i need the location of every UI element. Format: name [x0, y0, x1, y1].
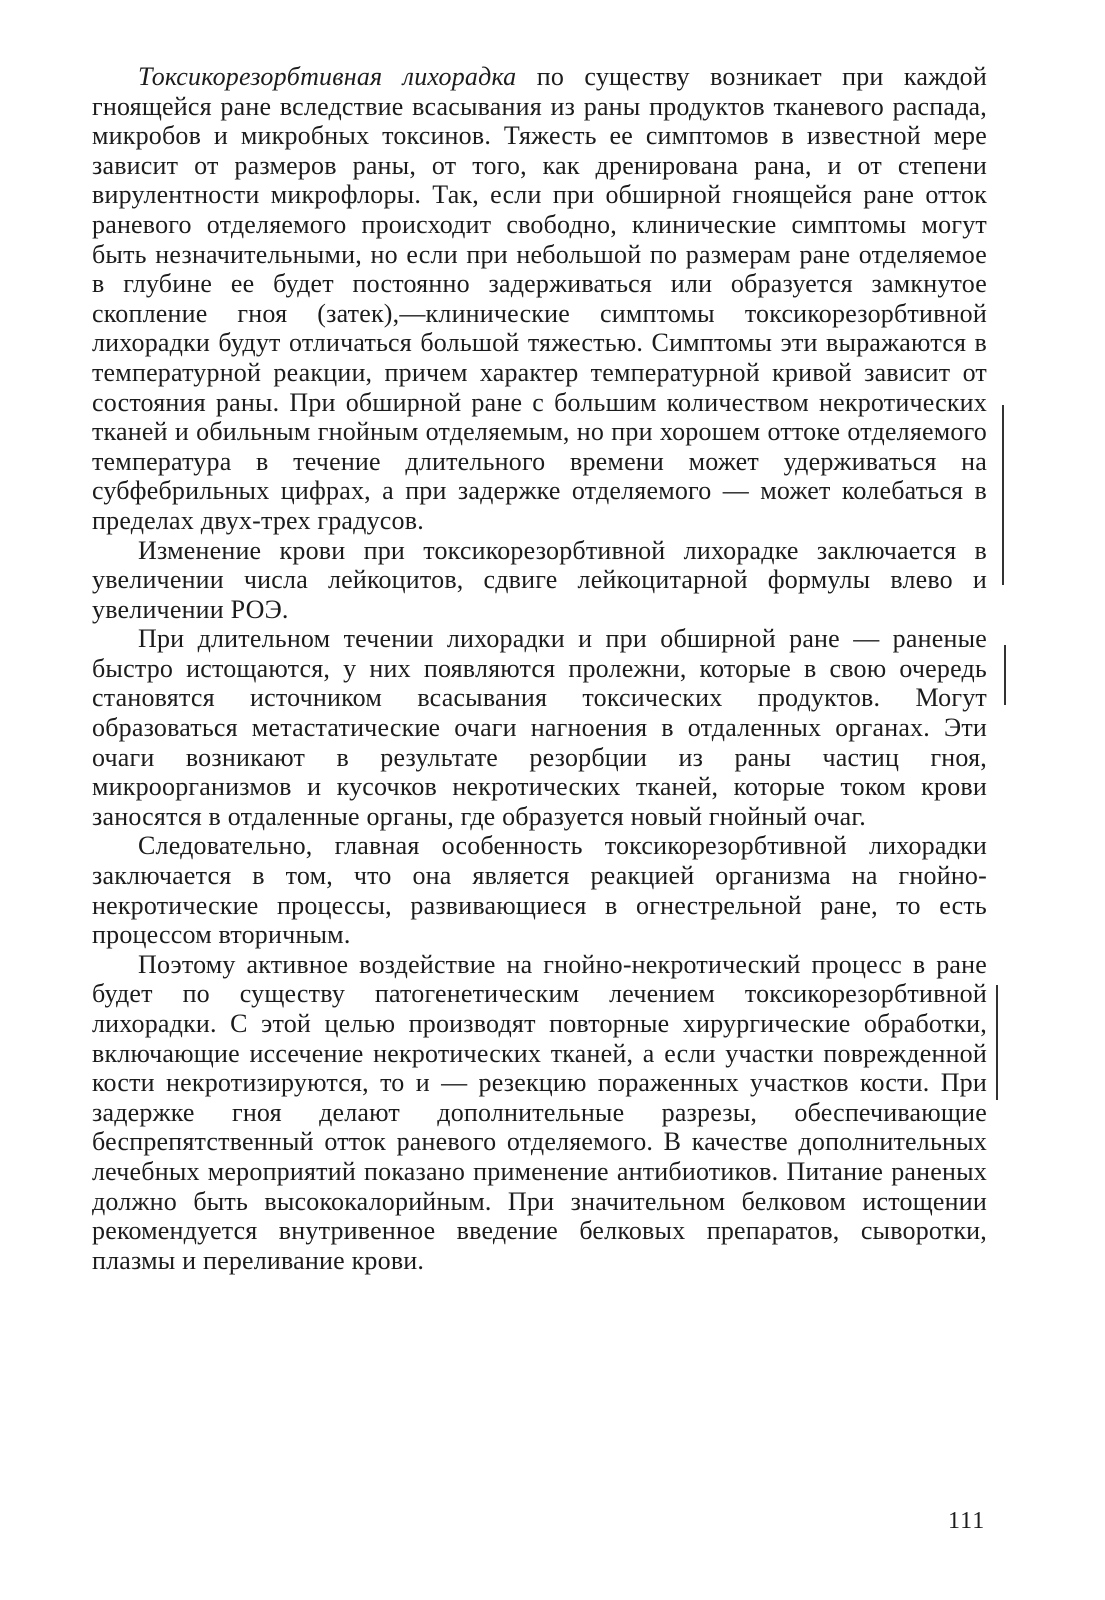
paragraph-3: При длительном течении лихорадки и при обширной ране — раненые быстро истощаются, у них появляются пролежни, которые в свою очередь становятся источником всасывания токсических продуктов. Могут образоваться метастатические очаги нагноения в отдаленных органах. Эти очаги возникают в результате резорбции из раны частиц гноя, микроорганизмов и кусочков некротических тканей, которые током крови заносятся в отдаленные органы, где образуется новый гнойный очаг.: [92, 624, 987, 831]
page-number: 111: [948, 1508, 986, 1534]
paragraph-4: Следовательно, главная особенность токсикорезорбтивной лихорадки заключается в том, что она является реакцией организма на гнойно-некротические процессы, развивающиеся в огнестрельной ране, то есть процессом вторичным.: [92, 831, 987, 950]
paragraph-1-text: по существу возникает при каждой гноящейся ране вследствие всасывания из раны продуктов тканевого распада, микробов и микробных токсинов. Тяжесть ее симптомов в известной мере зависит от размеров раны, от того, как дренирована рана, и от степени вирулентности микрофлоры. Так, если при обширной гноящейся ране отток раневого отделяемого происходит свободно, клинические симптомы могут быть незначительными, но если при небольшой по размерам ране отделяемое в глубине ее будет постоянно задерживаться или образуется замкнутое скопление гноя (затек),—клинические симптомы токсикорезорбтивной лихорадки будут отличаться большой тяжестью. Симптомы эти выражаются в температурной реакции, причем характер температурной кривой зависит от состояния раны. При обширной ране с большим количеством некротических тканей и обильным гнойным отделяемым, но при хорошем оттоке отделяемого температура в течение длительного времени может удерживаться на субфебрильных цифрах, а при задержке отделяемого — может колебаться в пределах двух-трех градусов.: [92, 62, 987, 535]
paragraph-2: Изменение крови при токсикорезорбтивной лихорадке заключается в увеличении числа лейкоцитов, сдвиге лейкоцитарной формулы влево и увеличении РОЭ.: [92, 535, 987, 624]
paragraph-1: [92, 62, 987, 536]
term-lead: Токсикорезорбтивная лихорадка: [138, 62, 517, 91]
body-text: [92, 62, 987, 1275]
margin-mark-3: [996, 985, 998, 1100]
margin-mark-2: [1004, 645, 1006, 705]
margin-mark-1: [1002, 405, 1004, 585]
paragraph-5: Поэтому активное воздействие на гнойно-некротический процесс в ране будет по существу патогенетическим лечением токсикорезорбтивной лихорадки. С этой целью производят повторные хирургические обработки, включающие иссечение некротических тканей, а если участки поврежденной кости некротизируются, то и — резекцию пораженных участков кости. При задержке гноя делают дополнительные разрезы, обеспечивающие беспрепятственный отток раневого отделяемого. В качестве дополнительных лечебных мероприятий показано применение антибиотиков. Питание раненых должно быть высококалорийным. При значительном белковом истощении рекомендуется внутривенное введение белковых препаратов, сыворотки, плазмы и переливание крови.: [92, 949, 987, 1275]
